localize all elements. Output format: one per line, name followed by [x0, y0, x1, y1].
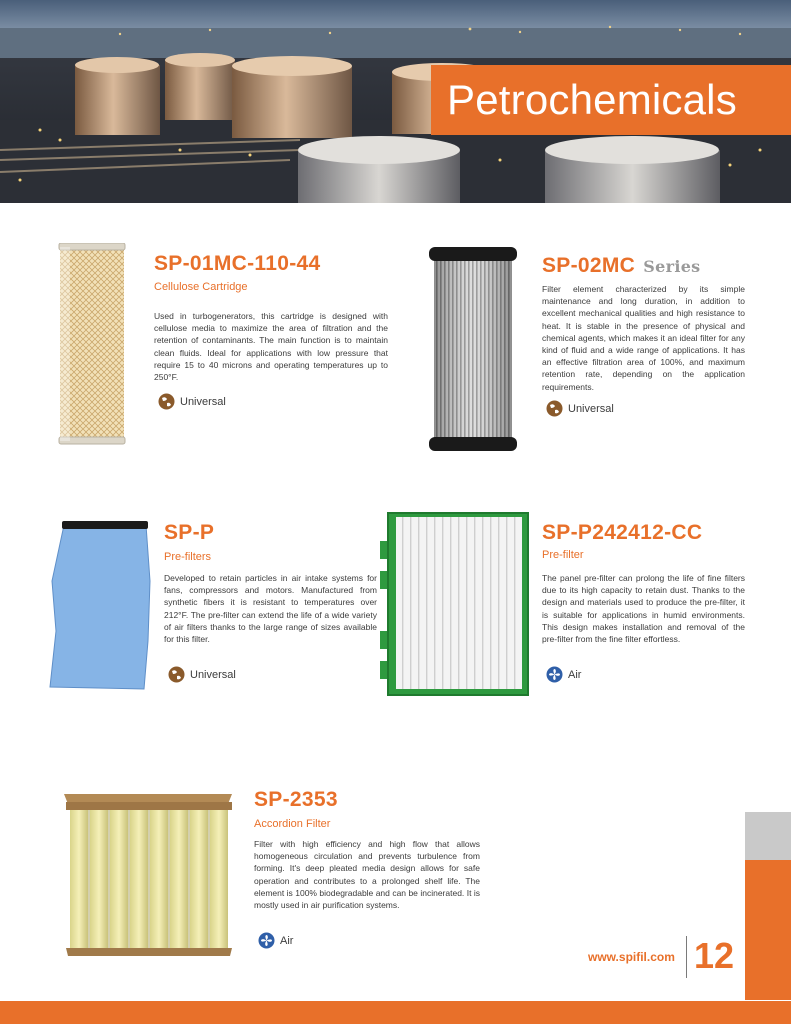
product-image-pleated-element: [428, 247, 518, 456]
product-title: SP-P: [164, 521, 215, 544]
tag-label: Universal: [568, 402, 614, 415]
page-title: Petrochemicals: [447, 76, 737, 123]
side-accent-gray: [745, 812, 791, 860]
product-title: SP-2353: [254, 788, 338, 811]
category-tag: [546, 666, 581, 683]
page-number: 12: [694, 935, 735, 976]
product-description: Developed to retain particles in air intake systems for fans, compressors and motors. Manufactured from synthetic fibers it is resistant to temperatures over 212°F. The pre-filter can extend the life of a wide variety of air filters thanks to the large range of sizes available for this filter.: [164, 573, 377, 645]
footer-bar: [0, 1001, 791, 1024]
product-image-bag-filter: [60, 790, 236, 963]
category-tag: [168, 666, 236, 683]
product-description: Used in turbogenerators, this cartridge is designed with cellulose media to maximize the area of filtration and the retention of contaminants. The main function is to maintain clean fluids. Ideal for applications with low pressure that require 15 to 40 microns and operating temperatures up to 250°F.: [154, 311, 388, 383]
product-image-panel-prefilter: [380, 511, 532, 702]
product-title-code: SP-02MC: [542, 254, 636, 277]
product-title: SP-P242412-CC: [542, 521, 703, 544]
product-title: SP-01MC-110-44: [154, 252, 321, 275]
tag-label: Air: [568, 668, 582, 681]
globe-icon: [546, 400, 563, 417]
category-tag: [258, 932, 293, 949]
globe-icon: [168, 666, 185, 683]
product-description: The panel pre-filter can prolong the life of fine filters due to its high capacity to retain dust. Thanks to the design and materials used to produce the pre-filter, it is suitable for applications in humid environments. This design makes installation and removal of the pre-filter from the fine filter effortless.: [542, 573, 745, 645]
fan-icon: [546, 666, 563, 683]
product-subtitle: Pre-filters: [164, 551, 212, 563]
product-title-series: Series: [643, 257, 701, 276]
tag-label: Universal: [190, 668, 236, 681]
page-number-divider: [686, 936, 687, 978]
product-subtitle: Pre-filter: [542, 549, 584, 561]
website-link[interactable]: www.spifil.com: [588, 950, 675, 964]
tag-label: Universal: [180, 395, 226, 408]
product-image-cartridge: [56, 243, 128, 450]
category-tag: [158, 393, 226, 410]
product-subtitle: Accordion Filter: [254, 818, 331, 830]
category-tag: [546, 400, 614, 417]
product-description: Filter element characterized by its simple maintenance and long duration, in addition to excellent mechanical qualities and high resistance to heat. It is stable in the presence of physical and chemical agents, which makes it an ideal filter for any kind of fluid and a wide range of applications. It has an effective filtration area of 100%, and maximum retention rate, depending on the application requirements.: [542, 284, 745, 392]
fan-icon: [258, 932, 275, 949]
side-accent-orange: [745, 860, 791, 1000]
product-description: Filter with high efficiency and high flow that allows homogeneous circulation and prevents turbulence from forming. It's deep pleated media design allows for safe operation and contributes to a prolonged shelf life. The element is 100% biodegradable and can be incinerated. It is mostly used in air purification systems.: [254, 839, 480, 911]
tag-label: Air: [280, 934, 294, 947]
product-image-prefilter-pad: [46, 521, 156, 698]
product-title: [542, 254, 701, 279]
globe-icon: [158, 393, 175, 410]
product-subtitle: Cellulose Cartridge: [154, 281, 248, 293]
